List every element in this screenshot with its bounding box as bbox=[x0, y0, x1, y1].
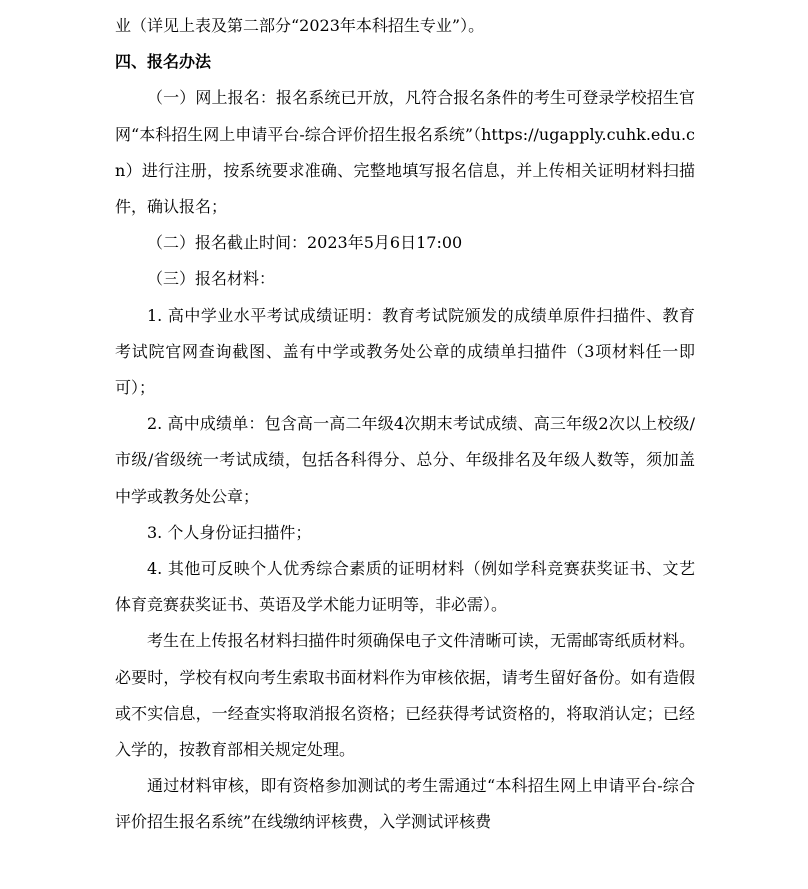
online-registration-paragraph: （一）网上报名：报名系统已开放，凡符合报名条件的考生可登录学校招生官网“本科招生网上申请平台-综合评价招生报名系统”（https://ugapply.cuhk.edu.cn）进行注册，按系统要求准确、完整地填写报名信息，并上传相关证明材料扫描件，确认报名； bbox=[115, 88, 695, 217]
materials-item-3: 3. 个人身份证扫描件； bbox=[147, 522, 312, 542]
materials-item-4: 4. 其他可反映个人优秀综合素质的证明材料（例如学科竞赛获奖证书、文艺体育竞赛获奖证书、英语及学术能力证明等，非必需）。 bbox=[115, 559, 695, 615]
review-note-paragraph: 通过材料审核，即有资格参加测试的考生需通过“本科招生网上申请平台-综合评价招生报名系统”在线缴纳评核费，入学测试评核费 bbox=[115, 776, 695, 832]
materials-item-1: 1. 高中学业水平考试成绩证明：教育考试院颁发的成绩单原件扫描件、教育考试院官网查询截图、盖有中学或教务处公章的成绩单扫描件（3项材料任一即可）； bbox=[115, 305, 695, 398]
deadline-paragraph: （二）报名截止时间：2023年5月6日17:00 bbox=[147, 233, 463, 253]
materials-item-2: 2. 高中成绩单：包含高一高二年级4次期末考试成绩、高三年级2次以上校级/市级/省级统一考试成绩，包括各科得分、总分、年级排名及年级人数等，须加盖中学或教务处公章； bbox=[115, 414, 695, 506]
document-page bbox=[115, 8, 695, 841]
upload-note-paragraph: 考生在上传报名材料扫描件时须确保电子文件清晰可读，无需邮寄纸质材料。必要时，学校有权向考生索取书面材料作为审核依据，请考生留好备份。如有造假或不实信息，一经查实将取消报名资格；已经获得考试资格的，将取消认定；已经入学的，按教育部相关规定处理。 bbox=[115, 631, 695, 760]
materials-heading: （三）报名材料： bbox=[147, 269, 276, 289]
continuation-text: 业（详见上表及第二部分“2023年本科招生专业”）。 bbox=[115, 16, 485, 35]
section-heading: 四、报名办法 bbox=[115, 52, 212, 72]
